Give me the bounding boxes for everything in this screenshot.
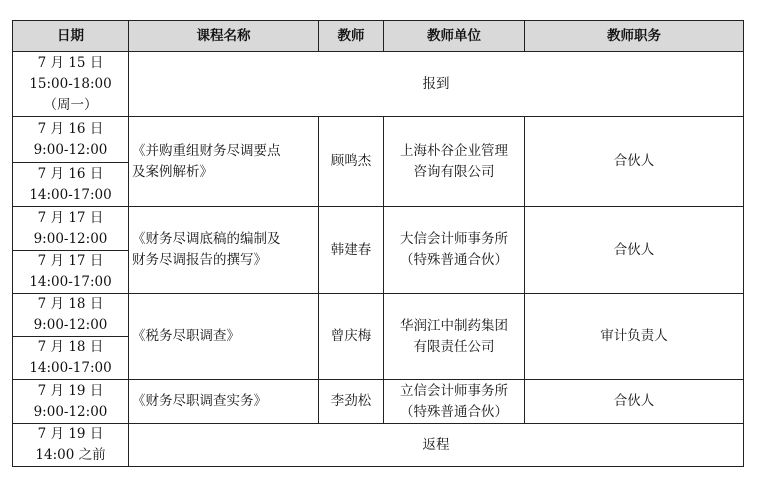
course-name-cell: 《财务尽调底稿的编制及 财务尽调报告的撰写》: [129, 207, 319, 294]
date-cell: 7 月 17 日 14:00-17:00: [13, 251, 129, 294]
teacher-title-cell: 合伙人: [525, 380, 744, 424]
date-cell: 7 月 15 日 15:00-18:00 （周一）: [13, 52, 129, 117]
date-cell: 7 月 19 日 14:00 之前: [13, 424, 129, 467]
date-cell: 7 月 19 日 9:00-12:00: [13, 380, 129, 424]
teacher-unit-cell: 立信会计师事务所 （特殊普通合伙）: [384, 380, 525, 424]
header-teacher-unit: 教师单位: [384, 21, 525, 52]
header-course-name: 课程名称: [129, 21, 319, 52]
teacher-cell: 曾庆梅: [319, 294, 384, 380]
teacher-title-cell: 合伙人: [525, 207, 744, 294]
date-cell: 7 月 16 日 14:00-17:00: [13, 163, 129, 207]
date-cell: 7 月 16 日 9:00-12:00: [13, 117, 129, 163]
header-teacher-title: 教师职务: [525, 21, 744, 52]
course-name-cell: 《税务尽职调查》: [129, 294, 319, 380]
table-row: [13, 117, 744, 163]
table-row: [13, 380, 744, 424]
teacher-unit-cell: 华润江中制药集团 有限责任公司: [384, 294, 525, 380]
event-cell-departure: 返程: [129, 424, 744, 467]
teacher-unit-cell: 大信会计师事务所 （特殊普通合伙）: [384, 207, 525, 294]
event-cell-check-in: 报到: [129, 52, 744, 117]
teacher-cell: 李劲松: [319, 380, 384, 424]
header-date: 日期: [13, 21, 129, 52]
teacher-unit-cell: 上海朴谷企业管理 咨询有限公司: [384, 117, 525, 207]
schedule-table: [12, 20, 744, 467]
header-row: [13, 21, 744, 52]
table-row: [13, 294, 744, 337]
date-cell: 7 月 18 日 9:00-12:00: [13, 294, 129, 337]
teacher-title-cell: 审计负责人: [525, 294, 744, 380]
course-name-cell: 《并购重组财务尽调要点 及案例解析》: [129, 117, 319, 207]
table-row: [13, 424, 744, 467]
course-name-cell: 《财务尽职调查实务》: [129, 380, 319, 424]
teacher-title-cell: 合伙人: [525, 117, 744, 207]
teacher-cell: 韩建春: [319, 207, 384, 294]
table-row: [13, 207, 744, 251]
date-cell: 7 月 18 日 14:00-17:00: [13, 337, 129, 380]
header-teacher: 教师: [319, 21, 384, 52]
date-cell: 7 月 17 日 9:00-12:00: [13, 207, 129, 251]
table-row: [13, 52, 744, 117]
teacher-cell: 顾鸣杰: [319, 117, 384, 207]
